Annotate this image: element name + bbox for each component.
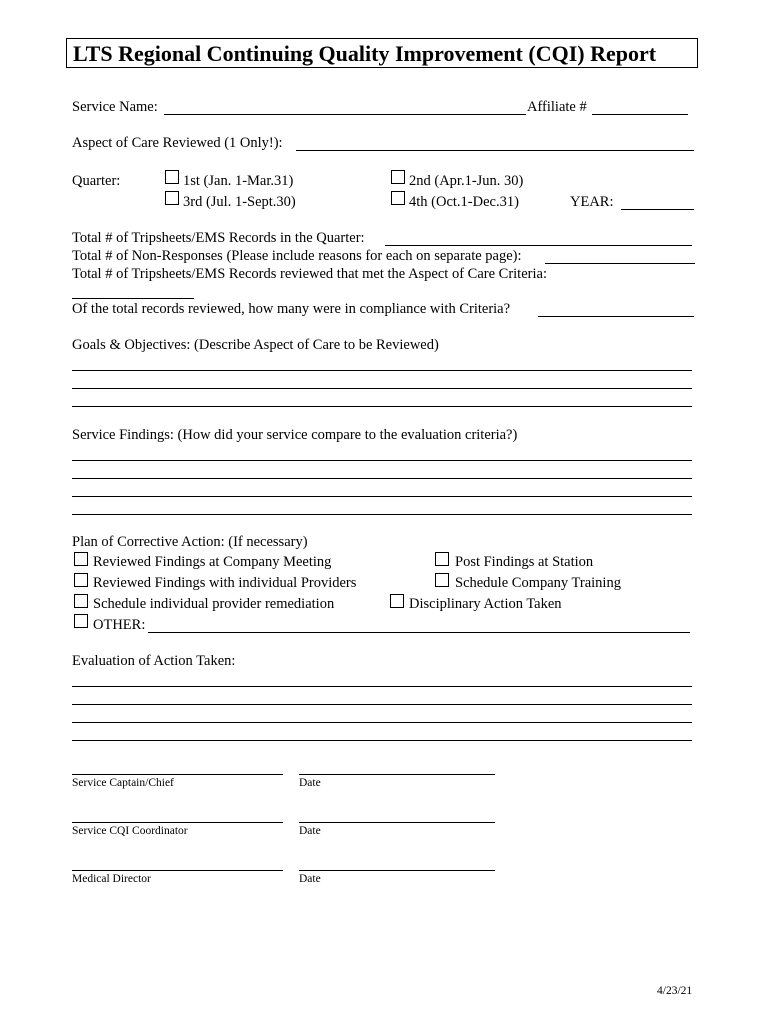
findings-line[interactable]	[72, 514, 692, 515]
affiliate-field[interactable]	[592, 114, 688, 115]
aspect-of-care-label: Aspect of Care Reviewed (1 Only!):	[72, 135, 283, 151]
met-criteria-label: Total # of Tripsheets/EMS Records reviewed that met the Aspect of Care Criteria:	[72, 266, 547, 282]
non-responses-label: Total # of Non-Responses (Please include reasons for each on separate page):	[72, 248, 522, 264]
signature-role-label: Service Captain/Chief	[72, 777, 174, 789]
tripsheets-total-field[interactable]	[385, 245, 692, 246]
plan-option-checkbox[interactable]	[74, 552, 88, 566]
quarter-3-label: 3rd (Jul. 1-Sept.30)	[183, 194, 296, 210]
quarter-4-checkbox[interactable]	[391, 191, 405, 205]
service-name-field[interactable]	[164, 114, 526, 115]
compliance-field[interactable]	[538, 316, 694, 317]
plan-option-label: Reviewed Findings at Company Meeting	[93, 554, 332, 570]
plan-option-checkbox[interactable]	[435, 573, 449, 587]
plan-option-label: Disciplinary Action Taken	[409, 596, 562, 612]
goals-heading: Goals & Objectives: (Describe Aspect of Care to be Reviewed)	[72, 337, 439, 353]
signature-role-label: Medical Director	[72, 873, 151, 885]
plan-option-checkbox[interactable]	[74, 594, 88, 608]
title-box	[66, 38, 698, 68]
evaluation-line[interactable]	[72, 686, 692, 687]
non-responses-field[interactable]	[545, 263, 695, 264]
findings-line[interactable]	[72, 460, 692, 461]
goals-line[interactable]	[72, 370, 692, 371]
affiliate-label: Affiliate #	[527, 99, 587, 115]
aspect-of-care-field[interactable]	[296, 150, 694, 151]
plan-option-checkbox[interactable]	[435, 552, 449, 566]
footer-date: 4/23/21	[657, 985, 693, 997]
evaluation-line[interactable]	[72, 722, 692, 723]
compliance-label: Of the total records reviewed, how many were in compliance with Criteria?	[72, 301, 511, 317]
plan-heading: Plan of Corrective Action: (If necessary)	[72, 534, 308, 550]
report-title: LTS Regional Continuing Quality Improvement (CQI) Report	[73, 41, 657, 66]
quarter-1-checkbox[interactable]	[165, 170, 179, 184]
quarter-2-label: 2nd (Apr.1-Jun. 30)	[409, 173, 524, 189]
signature-role-label: Service CQI Coordinator	[72, 825, 188, 837]
evaluation-line[interactable]	[72, 704, 692, 705]
signature-date-label: Date	[299, 825, 321, 837]
service-name-label: Service Name:	[72, 99, 158, 115]
evaluation-line[interactable]	[72, 740, 692, 741]
findings-line[interactable]	[72, 496, 692, 497]
date-line[interactable]	[299, 774, 495, 775]
quarter-2-checkbox[interactable]	[391, 170, 405, 184]
evaluation-heading: Evaluation of Action Taken:	[72, 653, 236, 669]
plan-option-checkbox[interactable]	[74, 573, 88, 587]
quarter-1-label: 1st (Jan. 1-Mar.31)	[183, 173, 294, 189]
plan-option-label: Schedule Company Training	[455, 575, 621, 591]
goals-line[interactable]	[72, 388, 692, 389]
signature-line[interactable]	[72, 822, 283, 823]
signature-date-label: Date	[299, 777, 321, 789]
goals-line[interactable]	[72, 406, 692, 407]
plan-other-field[interactable]	[148, 632, 690, 633]
plan-option-label: Post Findings at Station	[455, 554, 594, 570]
quarter-4-label: 4th (Oct.1-Dec.31)	[409, 194, 519, 210]
plan-option-checkbox[interactable]	[390, 594, 404, 608]
plan-other-label: OTHER:	[93, 617, 146, 633]
plan-option-checkbox[interactable]	[74, 614, 88, 628]
plan-option-label: Schedule individual provider remediation	[93, 596, 335, 612]
signature-line[interactable]	[72, 870, 283, 871]
signature-date-label: Date	[299, 873, 321, 885]
date-line[interactable]	[299, 822, 495, 823]
signature-line[interactable]	[72, 774, 283, 775]
date-line[interactable]	[299, 870, 495, 871]
quarter-label: Quarter:	[72, 173, 121, 189]
findings-line[interactable]	[72, 478, 692, 479]
met-criteria-field[interactable]	[72, 298, 194, 299]
year-field[interactable]	[621, 209, 694, 210]
quarter-3-checkbox[interactable]	[165, 191, 179, 205]
plan-option-label: Reviewed Findings with individual Providers	[93, 575, 357, 591]
year-label: YEAR:	[570, 194, 614, 210]
findings-heading: Service Findings: (How did your service compare to the evaluation criteria?)	[72, 427, 518, 443]
tripsheets-total-label: Total # of Tripsheets/EMS Records in the Quarter:	[72, 230, 365, 246]
